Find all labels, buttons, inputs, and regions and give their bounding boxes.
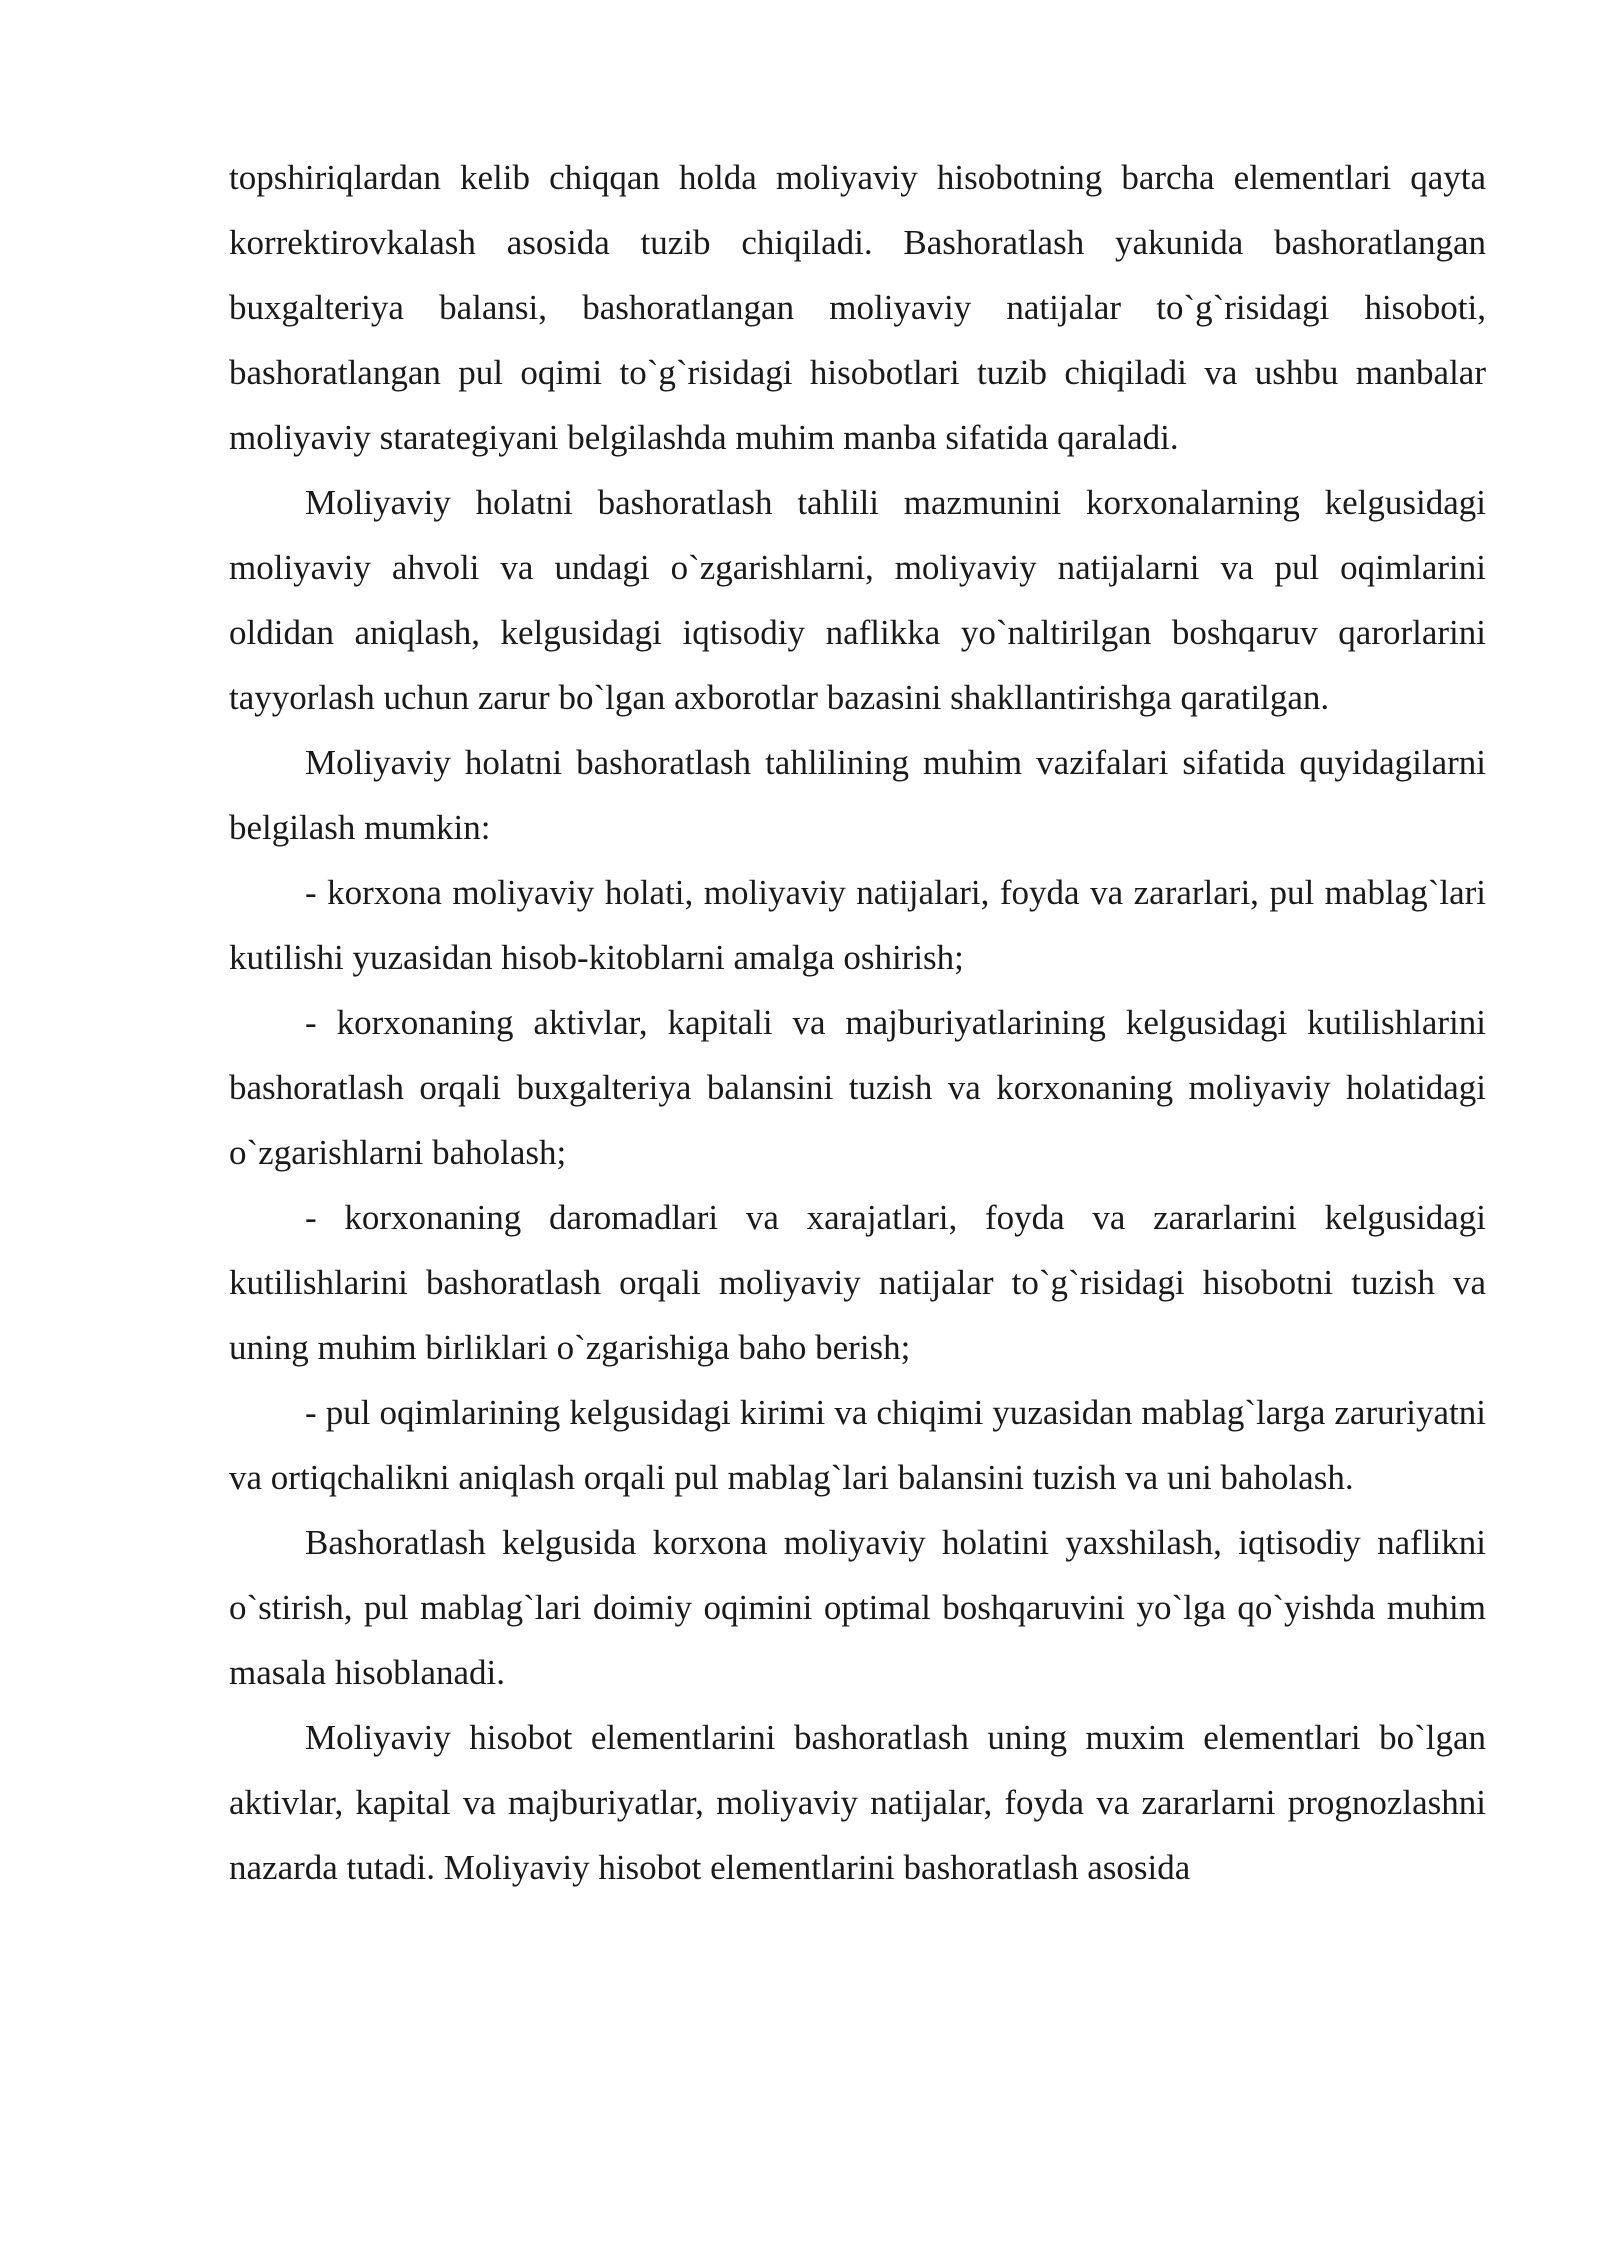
paragraph-4: Bashoratlash kelgusida korxona moliyaviy holatini yaxshilash, iqtisodiy naflikni o`stirish, pul mablag`lari doimiy oqimini optimal boshqaruvini yo`lga qo`yishda muhim masala hisoblanadi. [229, 1523, 1486, 1692]
document-page [229, 145, 1486, 1900]
paragraph-1: topshiriqlardan kelib chiqqan holda moliyaviy hisobotning barcha elementlari qayta korrektirovkalash asosida tuzib chiqiladi. Bashoratlash yakunida bashoratlangan buxgalteriya balansi, bashoratlangan moliyaviy natijalar to`g`risidagi hisoboti, bashoratlangan pul oqimi to`g`risidagi hisobotlari tuzib chiqiladi va ushbu manbalar moliyaviy starategiyani belgilashda muhim manba sifatida qaraladi. [229, 158, 1486, 457]
paragraph-2: Moliyaviy holatni bashoratlash tahlili mazmunini korxonalarning kelgusidagi moliyaviy ahvoli va undagi o`zgarishlarni, moliyaviy natijalarni va pul oqimlarini oldidan aniqlash, kelgusidagi iqtisodiy naflikka yo`naltirilgan boshqaruv qarorlarini tayyorlash uchun zarur bo`lgan axborotlar bazasini shakllantirishga qaratilgan. [229, 483, 1486, 717]
paragraph-5: Moliyaviy hisobot elementlarini bashoratlash uning muxim elementlari bo`lgan aktivlar, kapital va majburiyatlar, moliyaviy natijalar, foyda va zararlarni prognozlashni nazarda tutadi. Moliyaviy hisobot elementlarini bashoratlash asosida [229, 1718, 1486, 1887]
list-item-1: - korxona moliyaviy holati, moliyaviy natijalari, foyda va zararlari, pul mablag`lari kutilishi yuzasidan hisob-kitoblarni amalga oshirish; [229, 873, 1486, 977]
list-item-2: - korxonaning aktivlar, kapitali va majburiyatlarining kelgusidagi kutilishlarini bashoratlash orqali buxgalteriya balansini tuzish va korxonaning moliyaviy holatidagi o`zgarishlarni baholash; [229, 1003, 1486, 1172]
paragraph-3: Moliyaviy holatni bashoratlash tahlilining muhim vazifalari sifatida quyidagilarni belgilash mumkin: [229, 743, 1486, 847]
list-item-4: - pul oqimlarining kelgusidagi kirimi va chiqimi yuzasidan mablag`larga zaruriyatni va ortiqchalikni aniqlash orqali pul mablag`lari balansini tuzish va uni baholash. [229, 1393, 1486, 1497]
list-item-3: - korxonaning daromadlari va xarajatlari, foyda va zararlarini kelgusidagi kutilishlarini bashoratlash orqali moliyaviy natijalar to`g`risidagi hisobotni tuzish va uning muhim birliklari o`zgarishiga baho berish; [229, 1198, 1486, 1367]
